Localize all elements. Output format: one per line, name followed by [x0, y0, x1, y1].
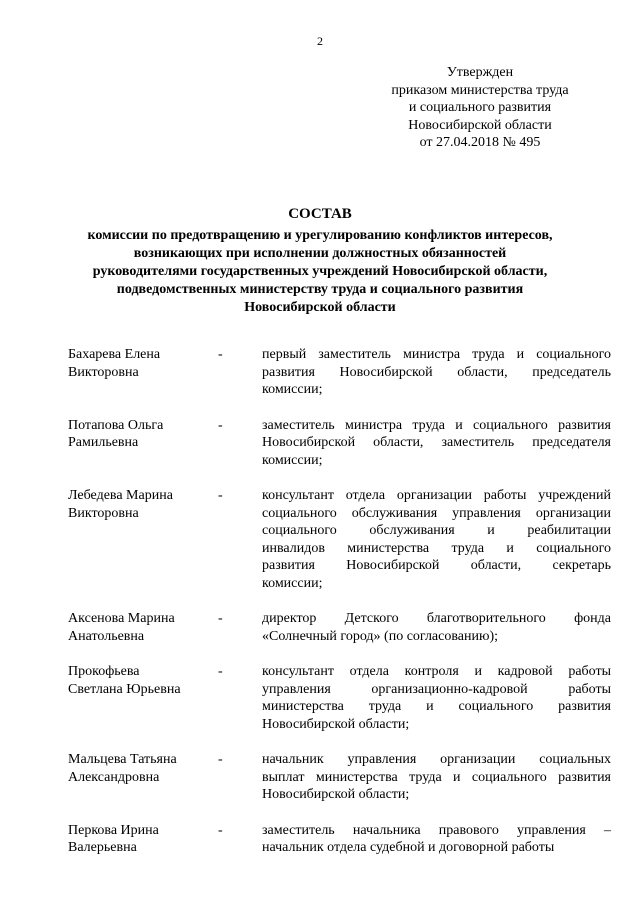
member-description — [262, 346, 611, 399]
member-description-line: директор Детского благотворительного фонда — [262, 611, 611, 626]
member-description-line: инвалидов министерства труда и социального — [262, 540, 611, 556]
members-list — [68, 346, 611, 857]
member-entry — [68, 417, 611, 470]
member-dash: - — [218, 488, 223, 503]
member-dash: - — [218, 347, 223, 362]
member-dash: - — [218, 822, 223, 838]
member-name — [68, 822, 218, 857]
member-description — [262, 822, 611, 857]
member-description-line: заместитель министра труда и социального развития — [262, 417, 611, 433]
approval-line: Новосибирской области — [408, 117, 552, 133]
member-name-line: Рамильевна — [68, 435, 139, 450]
member-description — [262, 487, 611, 592]
member-name-line: Аксенова Марина — [68, 611, 175, 626]
member-description-line: Новосибирской области; — [262, 716, 410, 732]
member-name-line: Светлана Юрьевна — [68, 681, 181, 697]
member-name-line: Викторовна — [68, 364, 139, 380]
document-subtitle — [40, 227, 600, 317]
member-entry — [68, 487, 611, 592]
member-description-line: министерства труда и социального развития — [262, 699, 611, 714]
subtitle-line: Новосибирской области — [244, 300, 396, 315]
member-description-line: управления организационно-кадровой работы — [262, 681, 611, 697]
subtitle-line: подведомственных министерству труда и социального развития — [116, 282, 524, 297]
approval-block — [370, 64, 590, 152]
member-name-line: Валерьевна — [68, 840, 137, 855]
member-description-line: комиссии; — [262, 382, 323, 397]
member-name — [68, 751, 218, 786]
member-entry — [68, 663, 611, 733]
member-description — [262, 663, 611, 733]
member-name-line: Перкова Ирина — [68, 822, 159, 838]
member-description — [262, 751, 611, 804]
member-name — [68, 487, 218, 522]
member-description-line: развития Новосибирской области, секретарь — [262, 558, 611, 573]
member-name — [68, 346, 218, 381]
member-description-line: начальник управления организации социальных — [262, 752, 611, 767]
member-description-line: комиссии; — [262, 575, 323, 591]
subtitle-line: комиссии по предотвращению и урегулированию конфликтов интересов, — [87, 228, 553, 243]
member-name — [68, 663, 218, 698]
member-name-line: Потапова Ольга — [68, 417, 164, 433]
member-entry — [68, 751, 611, 804]
member-description-line: «Солнечный город» (по согласованию); — [262, 628, 498, 644]
member-description-line: заместитель начальника правового управления – — [262, 822, 611, 838]
member-entry — [68, 822, 611, 857]
member-name-line: Викторовна — [68, 505, 139, 521]
member-dash: - — [218, 417, 223, 433]
member-description-line: Новосибирской области, заместитель председателя — [262, 435, 611, 450]
member-name-line: Прокофьева — [68, 664, 140, 679]
member-name-line: Мальцева Татьяна — [68, 752, 177, 767]
member-description-line: первый заместитель министра труда и социального — [262, 347, 611, 362]
approval-line: приказом министерства труда — [391, 82, 569, 98]
subtitle-line: руководителями государственных учреждений Новосибирской области, — [92, 264, 548, 279]
member-dash: - — [218, 664, 223, 679]
document-title: СОСТАВ — [288, 206, 352, 222]
approval-line: от 27.04.2018 № 495 — [419, 135, 541, 150]
member-name-line: Александровна — [68, 769, 160, 785]
member-description-line: Новосибирской области; — [262, 787, 410, 802]
member-description-line: выплат министерства труда и социального развития — [262, 769, 611, 785]
member-entry — [68, 610, 611, 645]
member-description — [262, 610, 611, 645]
member-description-line: социального обслуживания управления организации — [262, 505, 611, 521]
member-dash: - — [218, 611, 223, 626]
page-number: 2 — [317, 34, 323, 48]
member-name — [68, 417, 218, 452]
member-description-line: консультант отдела организации работы учреждений — [262, 488, 611, 503]
approval-line: и социального развития — [408, 100, 552, 115]
member-dash: - — [218, 752, 223, 767]
title-block — [40, 204, 600, 317]
member-description-line: социального обслуживания и реабилитации — [262, 523, 611, 538]
member-name-line: Лебедева Марина — [68, 488, 173, 503]
member-name — [68, 610, 218, 645]
member-name-line: Анатольевна — [68, 628, 145, 644]
member-description-line: начальник отдела судебной и договорной работы — [262, 840, 555, 855]
approval-line: Утвержден — [446, 65, 514, 80]
member-entry — [68, 346, 611, 399]
member-description — [262, 417, 611, 470]
member-description-line: консультант отдела контроля и кадровой работы — [262, 664, 611, 679]
member-name-line: Бахарева Елена — [68, 347, 161, 362]
member-description-line: комиссии; — [262, 452, 323, 468]
member-description-line: развития Новосибирской области, председатель — [262, 364, 611, 380]
subtitle-line: возникающих при исполнении должностных обязанностей — [133, 246, 507, 261]
